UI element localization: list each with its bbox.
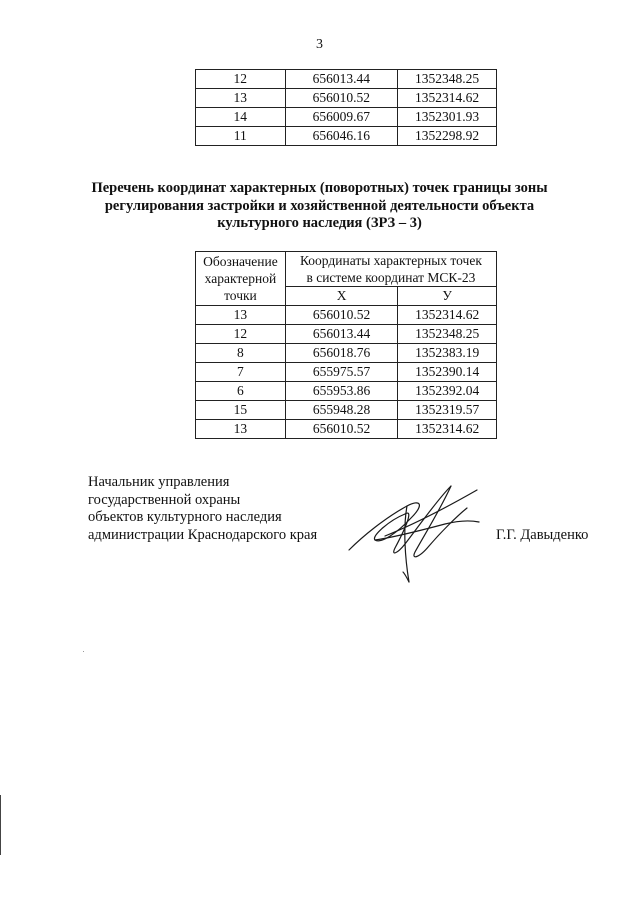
cell-point: 13 (196, 89, 286, 108)
coordinates-table-continued (195, 69, 497, 146)
table-row (196, 127, 497, 146)
scan-dot (83, 651, 84, 652)
header-designation-line3: точки (224, 288, 257, 303)
cell-x: 656046.16 (285, 127, 398, 146)
zone-title-line3: культурного наследия (ЗРЗ – 3) (217, 215, 422, 231)
table-row (196, 306, 497, 325)
header-designation-line1: Обозначение (203, 254, 278, 269)
header-coordinates (285, 252, 496, 287)
scan-margin-mark (0, 795, 1, 855)
header-coords-line2: в системе координат МСК-23 (306, 270, 476, 285)
header-designation-line2: характерной (204, 271, 277, 286)
cell-y: 1352319.57 (398, 401, 497, 420)
signatory-title-line1: Начальник управления (88, 474, 230, 490)
table-row (196, 325, 497, 344)
table-row (196, 363, 497, 382)
cell-y: 1352348.25 (398, 325, 497, 344)
cell-x: 656010.52 (285, 89, 398, 108)
cell-point: 7 (196, 363, 286, 382)
coordinates-table-zrz3 (195, 251, 497, 439)
table-row (196, 401, 497, 420)
table-row (196, 70, 497, 89)
cell-x: 655948.28 (285, 401, 397, 420)
cell-x: 656018.76 (285, 344, 397, 363)
cell-point: 11 (196, 127, 286, 146)
signatory-title-line2: государственной охраны (88, 491, 241, 508)
cell-y: 1352314.62 (398, 306, 497, 325)
cell-x: 656009.67 (285, 108, 398, 127)
cell-point: 12 (196, 325, 286, 344)
header-point-designation (196, 252, 286, 306)
cell-y: 1352314.62 (398, 89, 497, 108)
header-y: У (398, 287, 497, 306)
cell-x: 656010.52 (285, 306, 397, 325)
cell-y: 1352392.04 (398, 382, 497, 401)
cell-y: 1352314.62 (398, 420, 497, 439)
cell-point: 15 (196, 401, 286, 420)
cell-x: 656013.44 (285, 325, 397, 344)
zone-title-line1: Перечень координат характерных (поворотных) точек границы зоны (91, 180, 548, 196)
signer-name: Г.Г. Давыденко (496, 527, 589, 543)
page-number: 3 (316, 37, 323, 52)
cell-y: 1352383.19 (398, 344, 497, 363)
cell-x: 655975.57 (285, 363, 397, 382)
signatory-title (88, 474, 317, 544)
table-row (196, 382, 497, 401)
cell-y: 1352301.93 (398, 108, 497, 127)
header-coords-line1: Координаты характерных точек (299, 253, 482, 268)
cell-y: 1352390.14 (398, 363, 497, 382)
table-row (196, 344, 497, 363)
cell-y: 1352348.25 (398, 70, 497, 89)
cell-point: 12 (196, 70, 286, 89)
table-row (196, 89, 497, 108)
handwritten-signature (345, 478, 485, 588)
table-row (196, 420, 497, 439)
signatory-title-line3: объектов культурного наследия (88, 509, 282, 525)
cell-point: 14 (196, 108, 286, 127)
cell-x: 656013.44 (285, 70, 398, 89)
zone-title (80, 180, 559, 233)
cell-x: 655953.86 (285, 382, 397, 401)
table-row (196, 108, 497, 127)
cell-x: 656010.52 (285, 420, 397, 439)
cell-point: 13 (196, 420, 286, 439)
zone-title-line2: регулирования застройки и хозяйственной деятельности объекта (104, 197, 535, 214)
cell-point: 8 (196, 344, 286, 363)
cell-y: 1352298.92 (398, 127, 497, 146)
signatory-title-line4: администрации Краснодарского края (88, 526, 318, 543)
header-x: Х (285, 287, 397, 306)
cell-point: 13 (196, 306, 286, 325)
cell-point: 6 (196, 382, 286, 401)
